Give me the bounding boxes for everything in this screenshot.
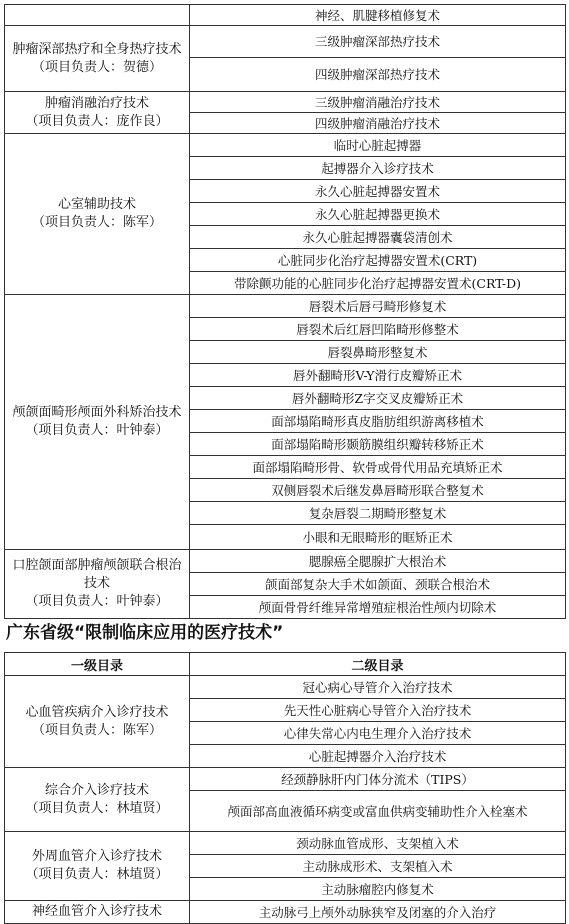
- item-cell: 带除颤功能的心脏同步化治疗起搏器安置术(CRT-D): [190, 272, 566, 295]
- item-cell: 临时心脏起搏器: [190, 134, 566, 157]
- header-level-2: 二级目录: [190, 653, 566, 676]
- item-cell: 主动脉瘤腔内修复术: [190, 878, 566, 901]
- table-header-row: [5, 653, 566, 676]
- item-cell: 起搏器介入诊疗技术: [190, 157, 566, 180]
- item-cell: 神经、肌腱移植修复术: [190, 5, 566, 26]
- technology-table-2: [4, 652, 566, 924]
- item-cell: 主动脉弓上颅外动脉狭窄及闭塞的介入治疗: [190, 901, 566, 924]
- item-cell: 颅面部高血液循环病变或富血供病变辅助性介入栓塞术: [190, 791, 566, 832]
- item-cell: 心脏起搏器介入治疗技术: [190, 745, 566, 768]
- item-cell: 唇裂鼻畸形整复术: [190, 341, 566, 364]
- item-cell: 颌面部复杂大手术如颌面、颈联合根治术: [190, 573, 566, 596]
- category-cell: 颅颌面畸形颅面外科矫治技术 （项目负责人：叶钟泰）: [5, 295, 190, 550]
- item-cell: 双侧唇裂术后继发鼻唇畸形联合整复术: [190, 479, 566, 502]
- category-cell: 口腔颌面部肿瘤颅颌联合根治技术 （项目负责人：叶钟泰）: [5, 550, 190, 619]
- item-cell: 冠心病心导管介入治疗技术: [190, 676, 566, 699]
- item-cell: 永久心脏起搏器更换术: [190, 203, 566, 226]
- table-row: [5, 134, 566, 157]
- item-cell: 四级肿瘤深部热疗技术: [190, 58, 566, 92]
- item-cell: 面部塌陷畸形真皮脂肪组织游离移植术: [190, 410, 566, 433]
- table-row: [5, 768, 566, 791]
- table-row: [5, 901, 566, 924]
- category-cell: 综合介入诊疗技术 （项目负责人：林埴贤）: [5, 768, 190, 832]
- table-row: [5, 676, 566, 699]
- table-row: [5, 550, 566, 573]
- item-cell: 永久心脏起搏器安置术: [190, 180, 566, 203]
- item-cell: 永久心脏起搏器囊袋清创术: [190, 226, 566, 249]
- category-cell: [5, 5, 190, 26]
- item-cell: 先天性心脏病心导管介入治疗技术: [190, 699, 566, 722]
- item-cell: 三级肿瘤深部热疗技术: [190, 26, 566, 58]
- table-row: [5, 5, 566, 26]
- item-cell: 三级肿瘤消融治疗技术: [190, 92, 566, 113]
- category-cell: 心血管疾病介入诊疗技术 （项目负责人：陈军）: [5, 676, 190, 768]
- item-cell: 心脏同步化治疗起搏器安置术(CRT): [190, 249, 566, 272]
- category-cell: 肿瘤消融治疗技术 （项目负责人：庞作良）: [5, 92, 190, 134]
- section-title: 广东省级“限制临床应用的医疗技术”: [6, 623, 284, 643]
- item-cell: 小眼和无眼畸形的眶矫正术: [190, 525, 566, 550]
- item-cell: 唇外翻畸形V-Y滑行皮瓣矫正术: [190, 364, 566, 387]
- table-row: [5, 92, 566, 113]
- category-cell: 心室辅助技术 （项目负责人：陈军）: [5, 134, 190, 295]
- category-cell: 肿瘤深部热疗和全身热疗技术 （项目负责人：贺德）: [5, 26, 190, 92]
- category-cell: 外周血管介入诊疗技术 （项目负责人：林埴贤）: [5, 832, 190, 901]
- category-cell: 神经血管介入诊疗技术: [5, 901, 190, 924]
- item-cell: 腮腺癌全腮腺扩大根治术: [190, 550, 566, 573]
- item-cell: 复杂唇裂二期畸形整复术: [190, 502, 566, 525]
- item-cell: 面部塌陷畸形颞筋膜组织瓣转移矫正术: [190, 433, 566, 456]
- table-row: [5, 295, 566, 318]
- table-row: [5, 26, 566, 58]
- header-level-1: 一级目录: [5, 653, 190, 676]
- item-cell: 颈动脉血管成形、支架植入术: [190, 832, 566, 855]
- item-cell: 经颈静脉肝内门体分流术（TIPS）: [190, 768, 566, 791]
- item-cell: 唇裂术后唇弓畸形修复术: [190, 295, 566, 318]
- technology-table-1: [4, 4, 566, 619]
- item-cell: 颅面骨骨纤维异常增殖症根治性颅内切除术: [190, 596, 566, 619]
- item-cell: 面部塌陷畸形骨、软骨或骨代用品充填矫正术: [190, 456, 566, 479]
- item-cell: 心律失常心内电生理介入治疗技术: [190, 722, 566, 745]
- table-row: [5, 832, 566, 855]
- item-cell: 四级肿瘤消融治疗技术: [190, 113, 566, 134]
- item-cell: 唇外翻畸形Z字交叉皮瓣矫正术: [190, 387, 566, 410]
- item-cell: 唇裂术后红唇凹陷畸形修整术: [190, 318, 566, 341]
- item-cell: 主动脉成形术、支架植入术: [190, 855, 566, 878]
